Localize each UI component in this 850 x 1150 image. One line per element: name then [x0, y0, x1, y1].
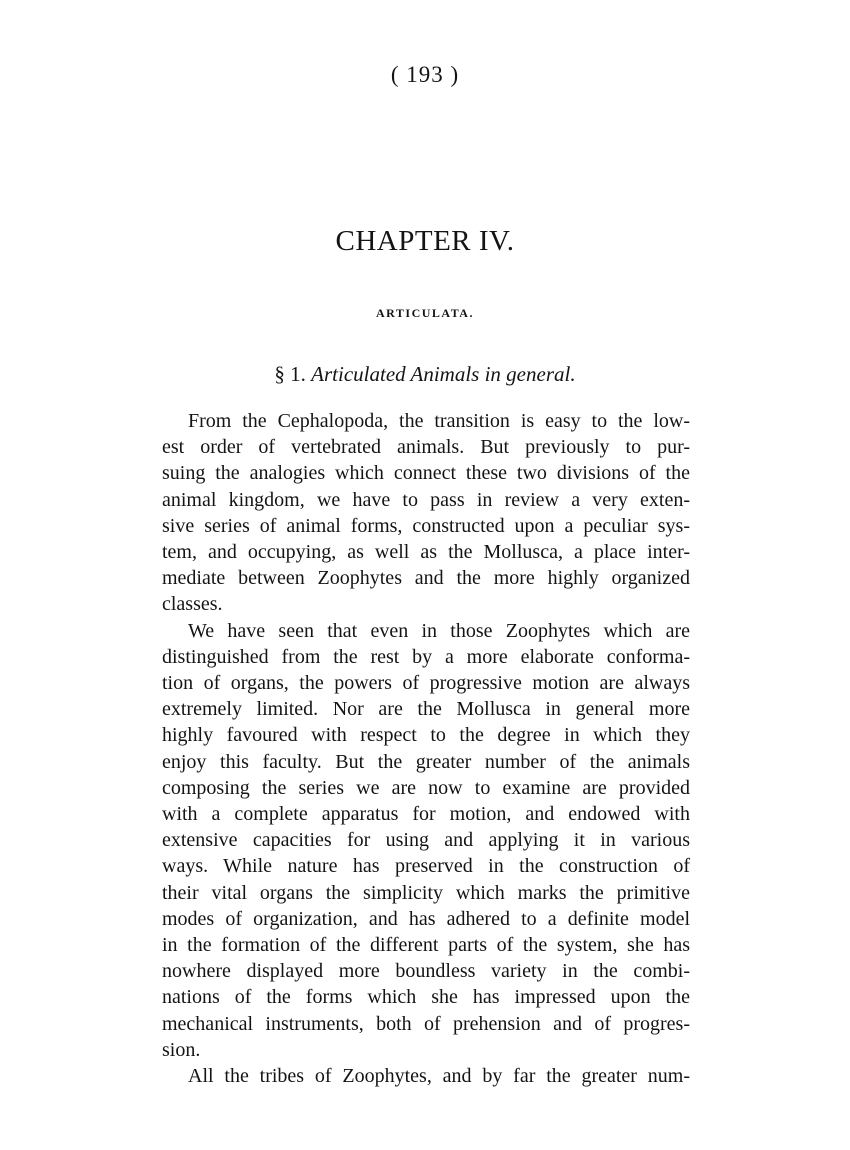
text-line: ways. While nature has preserved in the construction of: [162, 855, 690, 878]
text-line: classes.: [162, 593, 223, 616]
text-line: sive series of animal forms, constructed upon a peculiar sys-: [162, 514, 690, 537]
text-line: composing the series we are now to examine are provided: [162, 776, 690, 799]
text-line: their vital organs the simplicity which marks the primitive: [162, 881, 690, 904]
text-line: in the formation of the different parts of the system, she has: [162, 934, 690, 957]
text-line: We have seen that even in those Zoophytes which are: [188, 619, 690, 642]
text-line: est order of vertebrated animals. But previously to pur-: [162, 436, 690, 459]
text-line: From the Cephalopoda, the transition is easy to the low-: [188, 410, 690, 432]
text-line: distinguished from the rest by a more elaborate conforma-: [162, 645, 690, 668]
text-line: enjoy this faculty. But the greater number of the animals: [162, 750, 690, 773]
text-line: tion of organs, the powers of progressive motion are always: [162, 672, 690, 695]
text-line: with a complete apparatus for motion, and endowed with: [162, 803, 690, 826]
text-line: nations of the forms which she has impressed upon the: [162, 986, 690, 1009]
page-number: ( 193 ): [390, 62, 460, 87]
text-line: extensive capacities for using and applying it in various: [162, 829, 690, 852]
part-title: ARTICULATA.: [376, 306, 474, 320]
section-heading: [0, 362, 850, 387]
text-line: mediate between Zoophytes and the more highly organized: [162, 567, 690, 590]
text-line: animal kingdom, we have to pass in review a very exten-: [162, 488, 690, 511]
text-line: modes of organization, and has adhered to a definite model: [162, 907, 690, 930]
section-title: Articulated Animals in general.: [311, 362, 576, 386]
paragraph-2: [162, 618, 690, 1063]
text-line: extremely limited. Nor are the Mollusca in general more: [162, 698, 690, 721]
text-line: suing the analogies which connect these two divisions of the: [162, 462, 690, 485]
text-line: mechanical instruments, both of prehension and of progres-: [162, 1012, 690, 1035]
text-line: sion.: [162, 1038, 201, 1061]
body-text: [162, 408, 690, 1089]
section-number: § 1.: [274, 362, 306, 386]
chapter-title: CHAPTER IV.: [335, 225, 515, 257]
text-line: highly favoured with respect to the degree in which they: [162, 724, 690, 747]
text-line: tem, and occupying, as well as the Mollusca, a place inter-: [162, 541, 690, 564]
paragraph-3: [162, 1063, 690, 1089]
text-line: nowhere displayed more boundless variety in the combi-: [162, 960, 690, 983]
paragraph-1: [162, 408, 690, 618]
text-line: All the tribes of Zoophytes, and by far the greater num-: [188, 1065, 690, 1088]
